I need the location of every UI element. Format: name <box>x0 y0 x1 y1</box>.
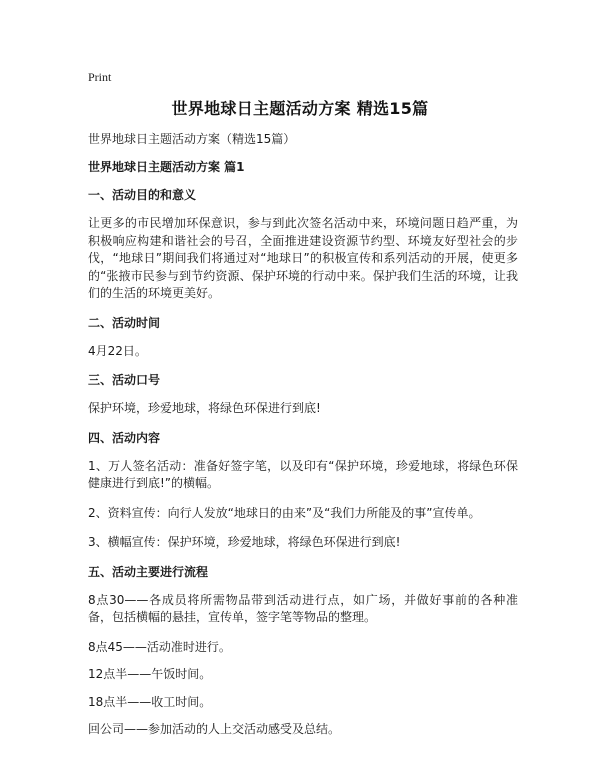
section-body-time: 4月22日。 <box>88 343 147 358</box>
document-content <box>88 131 518 749</box>
document-subtitle: 世界地球日主题活动方案（精选15篇） <box>88 132 296 146</box>
content-item-signature: 1、万人签名活动：准备好签字笔，以及印有“保护环境，珍爱地球，将绿色环保健康进行到底!”的横幅。 <box>88 458 518 490</box>
process-step-4: 18点半——收工时间。 <box>88 694 212 709</box>
process-step-2: 8点45——活动准时进行。 <box>88 639 231 654</box>
section-heading-process: 五、活动主要进行流程 <box>88 564 209 579</box>
section-heading-time: 二、活动时间 <box>88 315 161 330</box>
page-title: 世界地球日主题活动方案 精选15篇 <box>171 99 429 118</box>
section-heading-content: 四、活动内容 <box>88 430 161 445</box>
section-heading-purpose: 一、活动目的和意义 <box>88 188 197 202</box>
section-heading-slogan: 三、活动口号 <box>88 373 161 387</box>
print-link[interactable]: Print <box>88 70 112 84</box>
part-heading: 世界地球日主题活动方案 篇1 <box>88 160 245 174</box>
section-body-purpose: 让更多的市民增加环保意识，参与到此次签名活动中来，环境问题日趋严重，为积极响应构建和谐社会的号召，全面推进建设资源节约型、环境友好型社会的步伐，“地球日”期间我们将通过对“地球日”的积极宣传和系列活动的开展，使更多的“张掖市民参与到节约资源、保护环境的行动中来。保护我们生活的环境，让我们的生活的环境更美好。 <box>88 216 518 300</box>
content-item-leaflets: 2、资料宣传：向行人发放“地球日的由来”及“我们力所能及的事”宣传单。 <box>88 505 481 520</box>
content-item-banner: 3、横幅宣传：保护环境，珍爱地球，将绿色环保进行到底! <box>88 535 401 549</box>
section-body-slogan: 保护环境，珍爱地球，将绿色环保进行到底! <box>88 401 321 415</box>
process-step-5: 回公司——参加活动的人上交活动感受及总结。 <box>88 722 341 736</box>
process-step-3: 12点半——午饭时间。 <box>88 667 212 681</box>
process-step-1: 8点30——各成员将所需物品带到活动进行点，如广场，并做好事前的各种准备，包括横幅的悬挂，宣传单，签字笔等物品的整理。 <box>88 592 518 624</box>
